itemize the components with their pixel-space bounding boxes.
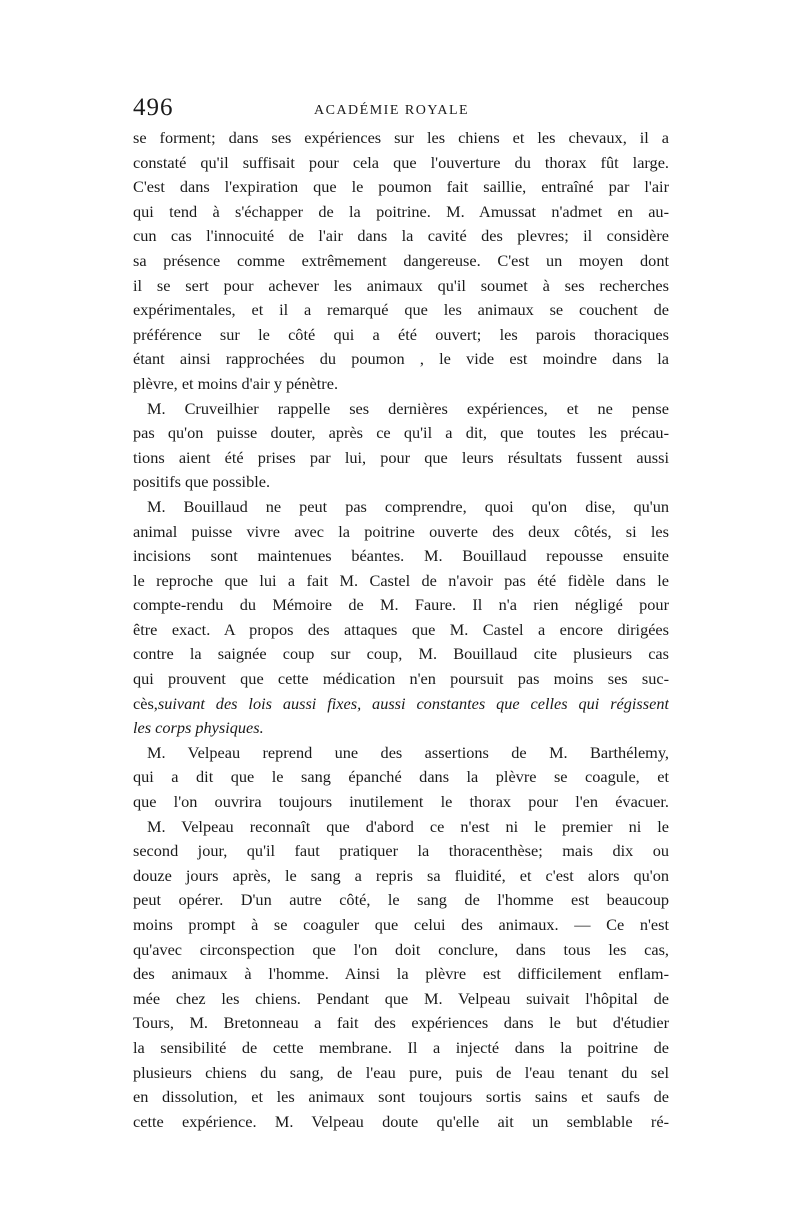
text-line: préférence sur le côté qui a été ouvert; les parois thoraciques <box>133 324 669 344</box>
text-line: en dissolution, et les animaux sont toujours sortis sains et saufs de <box>133 1087 669 1107</box>
paragraph-start-line: M. Velpeau reprend une des assertions de M. Barthélemy, <box>147 742 669 762</box>
text-line: mée chez les chiens. Pendant que M. Velpeau suivait l'hôpital de <box>133 988 669 1008</box>
text-line: sa présence comme extrêmement dangereuse. C'est un moyen dont <box>133 250 669 270</box>
body-text <box>133 126 669 1134</box>
text-line: douze jours après, le sang a repris sa fluidité, et c'est alors qu'on <box>133 865 669 885</box>
text-line: expérimentales, et il a remarqué que les animaux se couchent de <box>133 300 669 320</box>
paragraph-start-line: M. Bouillaud ne peut pas comprendre, quoi qu'on dise, qu'un <box>147 496 669 516</box>
italic-text-line: les corps physiques. <box>133 718 264 738</box>
text-line: pas qu'on puisse douter, après ce qu'il a dit, que toutes les précau- <box>133 423 669 443</box>
text-line: animal puisse vivre avec la poitrine ouverte des deux côtés, si les <box>133 521 669 541</box>
page-number: 496 <box>133 94 174 121</box>
text-line: incisions sont maintenues béantes. M. Bouillaud repousse ensuite <box>133 546 669 566</box>
page-header <box>133 94 669 124</box>
text-line: la sensibilité de cette membrane. Il a injecté dans la poitrine de <box>133 1037 669 1057</box>
mixed-italic-line <box>133 692 669 717</box>
italic-text-segment: suivant des lois aussi fixes, aussi constantes que celles qui régissent <box>157 693 669 713</box>
paragraph-start-line: M. Cruveilhier rappelle ses dernières expériences, et ne pense <box>147 398 669 418</box>
text-line: compte-rendu du Mémoire de M. Faure. Il n'a rien négligé pour <box>133 595 669 615</box>
text-line: être exact. A propos des attaques que M. Castel a encore dirigées <box>133 619 669 639</box>
text-line: se forment; dans ses expériences sur les chiens et les chevaux, il a <box>133 128 669 147</box>
text-line: plusieurs chiens du sang, de l'eau pure, puis de l'eau tenant du sel <box>133 1062 669 1082</box>
text-line: contre la saignée coup sur coup, M. Bouillaud cite plusieurs cas <box>133 644 669 664</box>
text-line: moins prompt à se coaguler que celui des animaux. — Ce n'est <box>133 915 669 934</box>
text-line: tions aient été prises par lui, pour que leurs résultats fussent aussi <box>133 447 669 467</box>
text-segment: cès, <box>133 693 158 713</box>
paragraph-start-line: M. Velpeau reconnaît que d'abord ce n'est ni le premier ni le <box>147 816 669 836</box>
text-line: positifs que possible. <box>133 472 271 492</box>
text-line: qui prouvent que cette médication n'en poursuit pas moins ses suc- <box>133 669 669 689</box>
text-line: étant ainsi rapprochées du poumon , le vide est moindre dans la <box>133 349 669 369</box>
text-line: second jour, qu'il faut pratiquer la thoracenthèse; mais dix ou <box>133 841 669 861</box>
text-line: C'est dans l'expiration que le poumon fait saillie, entraîné par l'air <box>133 177 669 197</box>
text-line: constaté qu'il suffisait pour cela que l'ouverture du thorax fût large. <box>133 152 669 172</box>
text-line: des animaux à l'homme. Ainsi la plèvre est difficilement enflam- <box>133 964 669 984</box>
text-line: plèvre, et moins d'air y pénètre. <box>133 373 339 393</box>
running-head: ACADÉMIE ROYALE <box>314 103 470 118</box>
text-line: peut opérer. D'un autre côté, le sang de l'homme est beaucoup <box>133 890 669 910</box>
text-line: cette expérience. M. Velpeau doute qu'elle ait un semblable ré- <box>133 1111 669 1131</box>
text-line: qu'avec circonspection que l'on doit conclure, dans tous les cas, <box>133 939 669 959</box>
text-line: Tours, M. Bretonneau a fait des expériences dans le but d'étudier <box>133 1013 669 1033</box>
text-line: que l'on ouvrira toujours inutilement le thorax pour l'en évacuer. <box>133 792 669 812</box>
text-line: il se sert pour achever les animaux qu'il soumet à ses recherches <box>133 275 669 295</box>
text-line: cun cas l'innocuité de l'air dans la cavité des plevres; il considère <box>133 226 669 246</box>
text-line: qui a dit que le sang épanché dans la plèvre se coagule, et <box>133 767 669 787</box>
text-line: qui tend à s'échapper de la poitrine. M. Amussat n'admet en au- <box>133 201 669 221</box>
text-line: le reproche que lui a fait M. Castel de n'avoir pas été fidèle dans le <box>133 570 669 590</box>
